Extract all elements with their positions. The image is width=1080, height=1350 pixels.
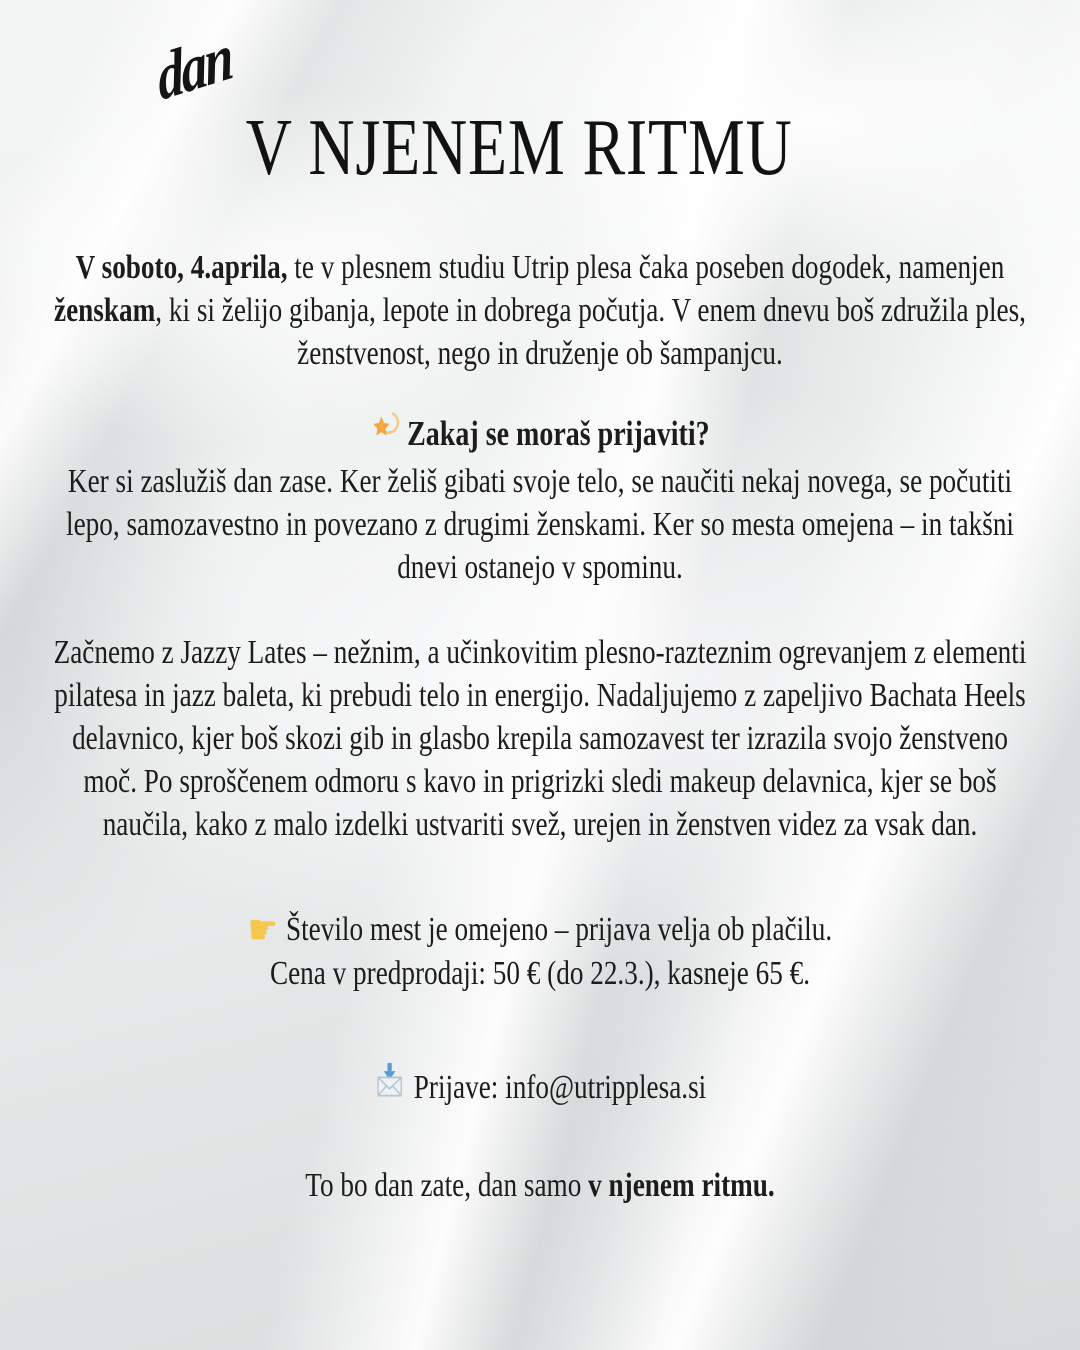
intro-audience-bold: ženskam [54, 292, 156, 329]
contact-email-text: Prijave: info@utripplesa.si [413, 1069, 707, 1106]
title-script-word: dan [153, 19, 235, 116]
closing-line [0, 1164, 1080, 1208]
why-section [0, 409, 1080, 589]
closing-bold: v njenem ritmu. [588, 1167, 775, 1204]
title-block [0, 0, 1080, 220]
pointing-right-icon: ☛ [247, 905, 278, 954]
closing-text: To bo dan zate, dan samo [305, 1167, 589, 1204]
incoming-envelope-icon [374, 1062, 406, 1114]
why-body: Ker si zaslužiš dan zase. Ker želiš gibati svoje telo, se naučiti nekaj novega, se počutiti lepo, samozavestno in povezano z drugimi ženskami. Ker so mesta omejena – in takšni dnevi ostanejo v spominu. [66, 463, 1014, 586]
pricing-availability-text: Število mest je omejeno – prijava velja ob plačilu. [286, 911, 833, 948]
pricing-line-1 [0, 905, 1080, 954]
contact-line [0, 1062, 1080, 1114]
intro-date-bold: V soboto, 4.aprila, [75, 249, 288, 286]
page-title: V NJENEM RITMU [245, 104, 793, 192]
intro-text-2: , ki si želijo gibanja, lepote in dobrega počutja. V enem dnevu boš združila ples, ženstvenost, nego in druženje ob šampanjcu. [155, 292, 1026, 372]
intro-paragraph [54, 246, 1026, 375]
why-heading [0, 409, 1080, 458]
dizzy-star-icon [370, 409, 400, 458]
pricing-section [0, 905, 1080, 996]
program-paragraph: Začnemo z Jazzy Lates – nežnim, a učinkovitim plesno-razteznim ogrevanjem z elementi pilatesa in jazz baleta, ki prebudi telo in energijo. Nadaljujemo z zapeljivo Bachata Heels delavnico, kjer boš skozi gib in glasbo krepila samozavest ter izrazila svojo ženstveno moč. Po sproščenem odmoru s kavo in prigrizki sledi makeup delavnica, kjer se boš naučila, kako z malo izdelki ustvariti svež, urejen in ženstven videz za vsak dan. [53, 634, 1027, 843]
intro-text-1: te v plesnem studiu Utrip plesa čaka poseben dogodek, namenjen [287, 249, 1005, 286]
why-heading-label: Zakaj se moraš prijaviti? [407, 413, 710, 453]
pricing-price-text: Cena v predprodaji: 50 € (do 22.3.), kasneje 65 €. [269, 955, 811, 992]
